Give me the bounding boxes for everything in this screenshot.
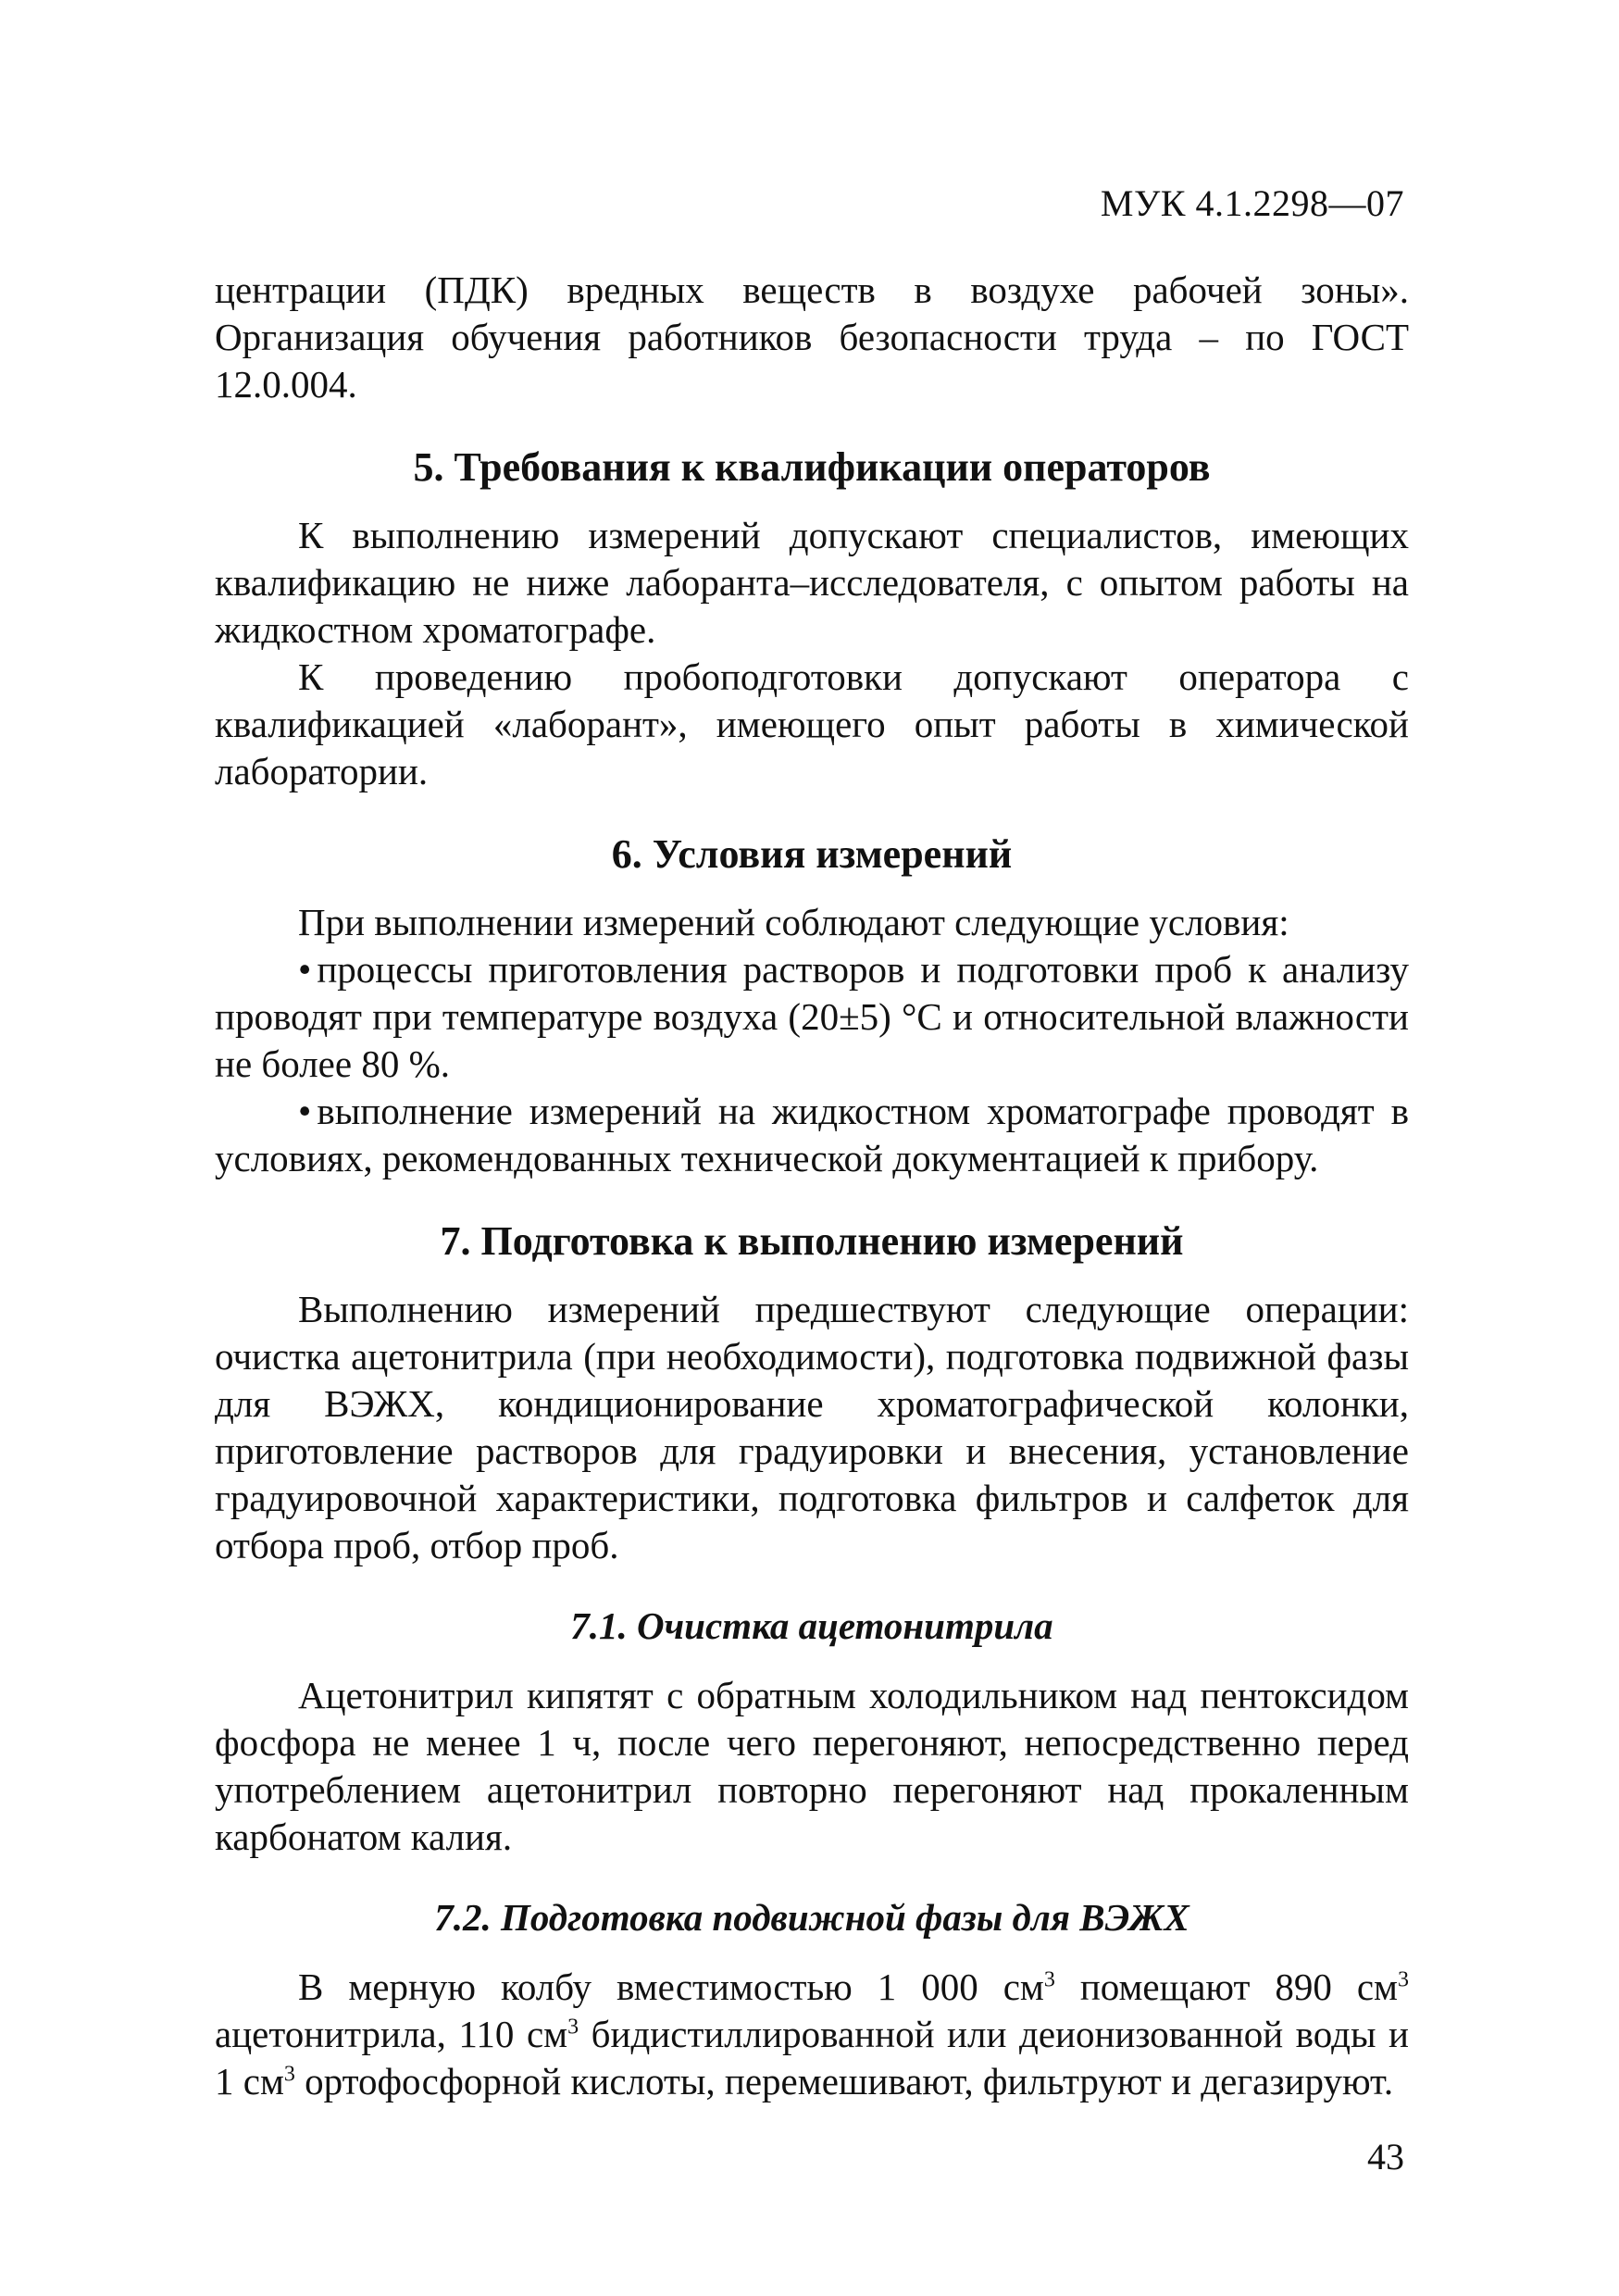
superscript: 3	[283, 2062, 295, 2087]
section-6-heading: 6. Условия измерений	[611, 831, 1013, 877]
text-fragment: В мерную колбу вместимостью 1 000 см	[298, 1965, 1044, 2008]
subsection-7-2-heading: 7.2. Подготовка подвижной фазы для ВЭЖХ	[434, 1896, 1189, 1939]
section-7-heading: 7. Подготовка к выполнению измерений	[440, 1218, 1184, 1264]
bullet-icon: •	[298, 948, 312, 991]
section-5-heading: 5. Требования к квалификации операторов	[413, 444, 1211, 490]
superscript: 3	[1397, 1967, 1409, 1992]
text-fragment: бидистиллированной или деионизованной воды и 1 см	[215, 2013, 1409, 2103]
document-code-header: МУК 4.1.2298—07	[1100, 182, 1404, 224]
text-fragment: ацетонитрила, 110 см	[215, 2013, 568, 2055]
section-5-paragraph-1: К выполнению измерений допускают специалистов, имеющих квалификацию не ниже лаборанта–исследователя, с опытом работы на жидкостном хроматографе.	[215, 514, 1409, 651]
section-5-paragraph-2: К проведению пробоподготовки допускают оператора с квалификацией «лаборант», имеющего опыт работы в химической лаборатории.	[215, 655, 1409, 792]
text-fragment: помещают 890 см	[1054, 1965, 1398, 2008]
section-6-bullet-2	[215, 1088, 1409, 1182]
subsection-7-1-heading: 7.1. Очистка ацетонитрила	[570, 1604, 1053, 1647]
section-7-paragraph-1: Выполнению измерений предшествуют следующие операции: очистка ацетонитрила (при необходимости), подготовка подвижной фазы для ВЭЖХ, кондиционирование хроматографической колонки, приготовление растворов для градуировки и внесения, установление градуировочной характеристики, подготовка фильтров и салфеток для отбора проб, отбор проб.	[215, 1288, 1409, 1566]
page-number: 43	[1367, 2136, 1404, 2177]
bullet-text: выполнение измерений на жидкостном хроматографе проводят в условиях, рекомендованных технической документацией к прибору.	[215, 1090, 1409, 1179]
subsection-7-1-paragraph: Ацетонитрил кипятят с обратным холодильником над пентоксидом фосфора не менее 1 ч, после чего перегоняют, непосредственно перед употреблением ацетонитрил повторно перегоняют над прокаленным карбонатом калия.	[215, 1674, 1409, 1858]
section-6-bullet-1	[215, 946, 1409, 1088]
superscript: 3	[567, 2015, 579, 2040]
bullet-icon: •	[298, 1090, 312, 1132]
text-fragment: ортофосфорной кислоты, перемешивают, фильтруют и дегазируют.	[294, 2060, 1394, 2103]
bullet-text: процессы приготовления растворов и подготовки проб к анализу проводят при температуре воздуха (20±5) °С и относительной влажности не более 80 %.	[215, 948, 1409, 1085]
subsection-7-2-paragraph	[215, 1964, 1409, 2105]
superscript: 3	[1043, 1967, 1055, 1992]
intro-paragraph: центрации (ПДК) вредных веществ в воздухе рабочей зоны». Организация обучения работников безопасности труда – по ГОСТ 12.0.004.	[215, 268, 1409, 406]
page-content	[215, 267, 1409, 2105]
section-6-paragraph-1: При выполнении измерений соблюдают следующие условия:	[298, 901, 1289, 943]
